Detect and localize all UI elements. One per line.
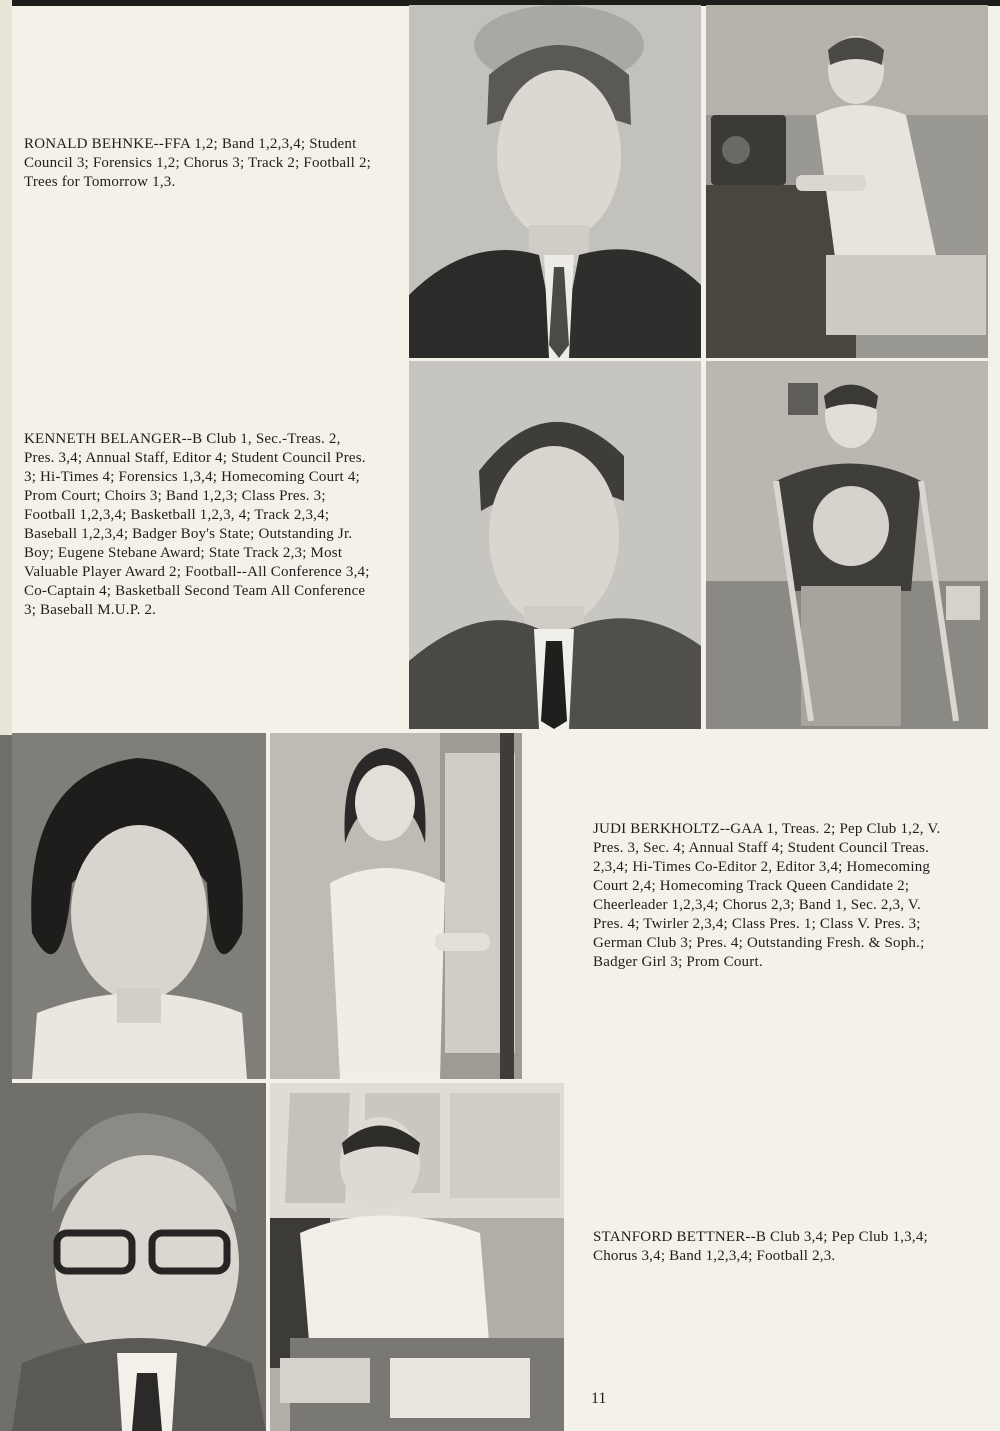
candid-stanford-bettner (270, 1083, 564, 1431)
bio-stanford-bettner: STANFORD BETTNER--B Club 3,4; Pep Club 1,3,4; Chorus 3,4; Band 1,2,3,4; Football 2,3. (593, 1229, 928, 1264)
portrait-stanford-bettner (12, 1083, 266, 1431)
bio-kenneth-belanger: KENNETH BELANGER--B Club 1, Sec.-Treas. 2, Pres. 3,4; Annual Staff, Editor 4; Student Council Pres. 3; Hi-Times 4; Forensics 1,3,4; Homecoming Court 4; Prom Court; Choirs 3; Band 1,2,3; Class Pres. 3; Football 1,2,3,4; Basketball 1,2,3, 4; Track 2,3,4; Baseball 1,2,3,4; Badger Boy's State; Outstanding Jr. Boy; Eugene Stebane Award; State Track 2,3; Most Valuable Player Award 2; Football--All Conference 3,4; Co-Captain 4; Basketball Second Team All Conference 3; Baseball M.U.P. 2. (24, 431, 370, 618)
candid-kenneth-belanger (706, 361, 988, 729)
portrait-ronald-behnke (409, 5, 701, 358)
bio-judi-berkholtz: JUDI BERKHOLTZ--GAA 1, Treas. 2; Pep Club 1,2, V. Pres. 3, Sec. 4; Annual Staff 4; Student Council Treas. 2,3,4; Hi-Times Co-Editor 2, Editor 3,4; Homecoming Court 2,4; Homecoming Track Queen Candidate 2; Cheerleader 1,2,3,4; Chorus 2,3; Band 1, Sec. 2,3, V. Pres. 4; Twirler 2,3,4; Class Pres. 1; Class V. Pres. 3; German Club 3; Pres. 4; Outstanding Fresh. & Soph.; Badger Girl 3; Prom Court. (593, 821, 941, 970)
candid-ronald-behnke (706, 5, 988, 358)
portrait-kenneth-belanger (409, 361, 701, 729)
page-number: 11 (591, 1390, 607, 1407)
candid-judi-berkholtz (270, 733, 522, 1079)
bio-ronald-behnke: RONALD BEHNKE--FFA 1,2; Band 1,2,3,4; Student Council 3; Forensics 1,2; Chorus 3; Track 2; Football 2; Trees for Tomorrow 1,3. (24, 136, 372, 190)
page-left-margin (0, 0, 12, 735)
portrait-judi-berkholtz (12, 733, 266, 1079)
facing-page-edge (0, 735, 12, 1431)
